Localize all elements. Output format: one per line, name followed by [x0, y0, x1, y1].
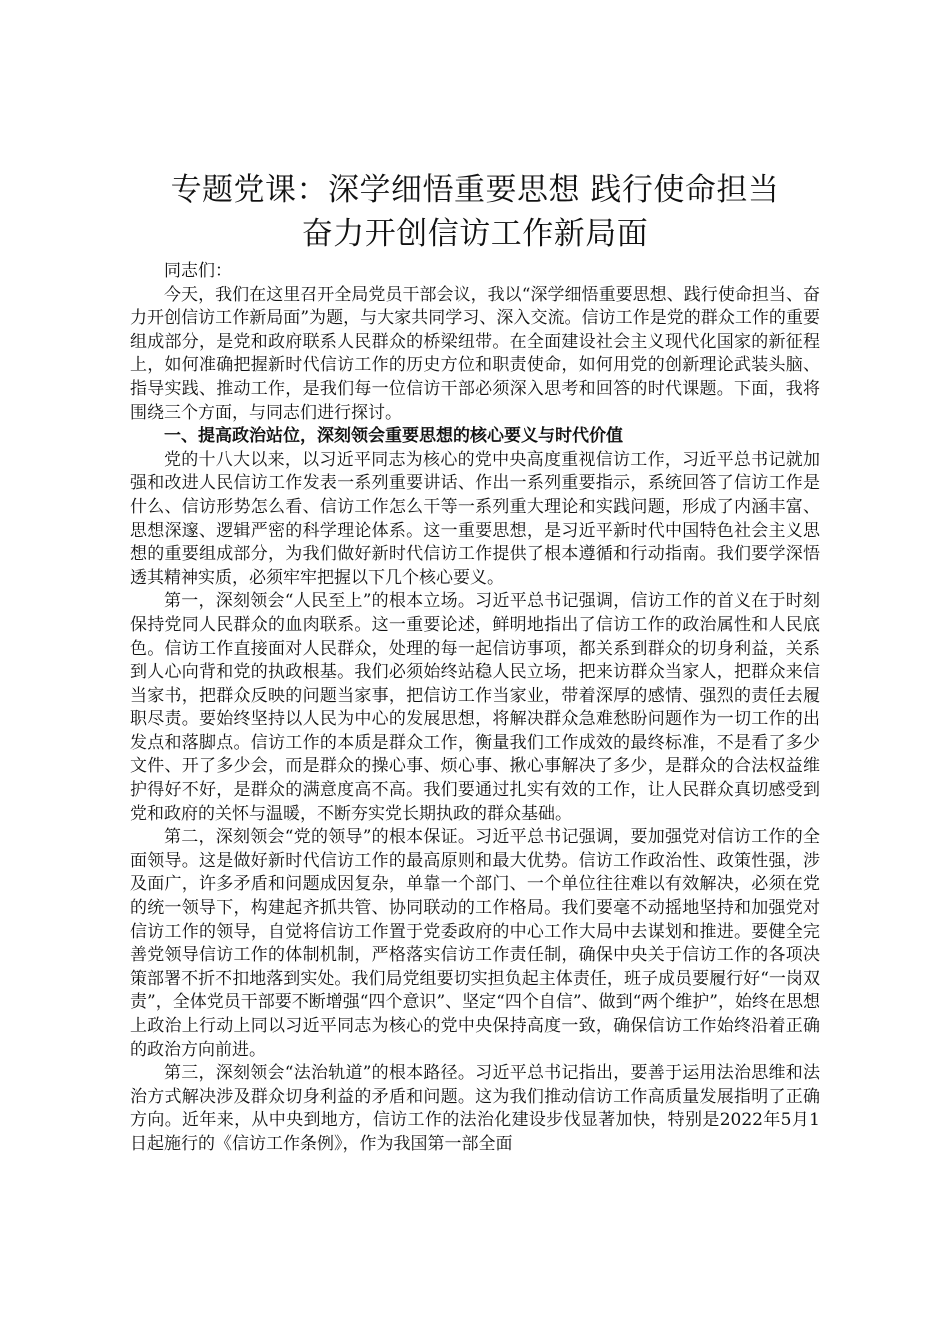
- title-line-2: 奋力开创信访工作新局面: [301, 216, 649, 252]
- salutation: 同志们：: [164, 261, 232, 281]
- document-title: [130, 168, 820, 256]
- body-paragraph-2: 第一，深刻领会“人民至上”的根本立场。习近平总书记强调，信访工作的首义在于时刻保持党同人民群众的血肉联系。这一重要论述，鲜明地指出了信访工作的政治属性和人民底色。信访工作直接面对人民群众，处理的每一起信访事项，都关系到群众的切身利益，关系到人心向背和党的执政根基。我们必须始终站稳人民立场，把来访群众当家人，把群众来信当家书，把群众反映的问题当家事，把信访工作当家业，带着深厚的感情、强烈的责任去履职尽责。要始终坚持以人民为中心的发展思想，将解决群众急难愁盼问题作为一切工作的出发点和落脚点。信访工作的本质是群众工作，衡量我们工作成效的最终标准，不是看了多少文件、开了多少会，而是群众的操心事、烦心事、揪心事解决了多少，是群众的合法权益维护得好不好，是群众的满意度高不高。我们要通过扎实有效的工作，让人民群众真切感受到党和政府的关怀与温暖，不断夯实党长期执政的群众基础。: [130, 591, 820, 824]
- title-line-1: 专题党课：深学细悟重要思想 践行使命担当: [170, 172, 780, 208]
- body-paragraph-4: 第三，深刻领会“法治轨道”的根本路径。习近平总书记指出，要善于运用法治思维和法治方式解决涉及群众切身利益的矛盾和问题。这为我们推动信访工作高质量发展指明了正确方向。近年来，从中央到地方，信访工作的法治化建设步伐显著加快，特别是2022年5月1日起施行的《信访工作条例》，作为我国第一部全面: [130, 1063, 820, 1154]
- body-paragraph-1: 党的十八大以来，以习近平同志为核心的党中央高度重视信访工作，习近平总书记就加强和改进人民信访工作发表一系列重要讲话、作出一系列重要指示，系统回答了信访工作是什么、信访形势怎么看、信访工作怎么干等一系列重大理论和实践问题，形成了内涵丰富、思想深邃、逻辑严密的科学理论体系。这一重要思想，是习近平新时代中国特色社会主义思想的重要组成部分，为我们做好新时代信访工作提供了根本遵循和行动指南。我们要学深悟透其精神实质，必须牢牢把握以下几个核心要义。: [130, 449, 820, 588]
- section-heading-1: 一、提高政治站位，深刻领会重要思想的核心要义与时代价值: [164, 426, 623, 447]
- body-paragraph-3: 第二，深刻领会“党的领导”的根本保证。习近平总书记强调，要加强党对信访工作的全面领导。这是做好新时代信访工作的最高原则和最大优势。信访工作政治性、政策性强，涉及面广，许多矛盾和问题成因复杂，单靠一个部门、一个单位往往难以有效解决，必须在党的统一领导下，构建起齐抓共管、协同联动的工作格局。我们要毫不动摇地坚持和加强党对信访工作的领导，自觉将信访工作置于党委政府的中心工作大局中去谋划和推进。要健全完善党领导信访工作的体制机制，严格落实信访工作责任制，确保中央关于信访工作的各项决策部署不折不扣地落到实处。我们局党组要切实担负起主体责任，班子成员要履行好“一岗双责”，全体党员干部要不断增强“四个意识”、坚定“四个自信”、做到“两个维护”，始终在思想上政治上行动上同以习近平同志为核心的党中央保持高度一致，确保信访工作始终沿着正确的政治方向前进。: [130, 827, 820, 1060]
- document-body: [130, 260, 820, 1157]
- intro-paragraph: 今天，我们在这里召开全局党员干部会议，我以“深学细悟重要思想、践行使命担当、奋力开创信访工作新局面”为题，与大家共同学习、深入交流。信访工作是党的群众工作的重要组成部分，是党和政府联系人民群众的桥梁纽带。在全面建设社会主义现代化国家的新征程上，如何准确把握新时代信访工作的历史方位和职责使命，如何用党的创新理论武装头脑、指导实践、推动工作，是我们每一位信访干部必须深入思考和回答的时代课题。下面，我将围绕三个方面，与同志们进行探讨。: [130, 284, 820, 423]
- document-page: [130, 168, 820, 1157]
